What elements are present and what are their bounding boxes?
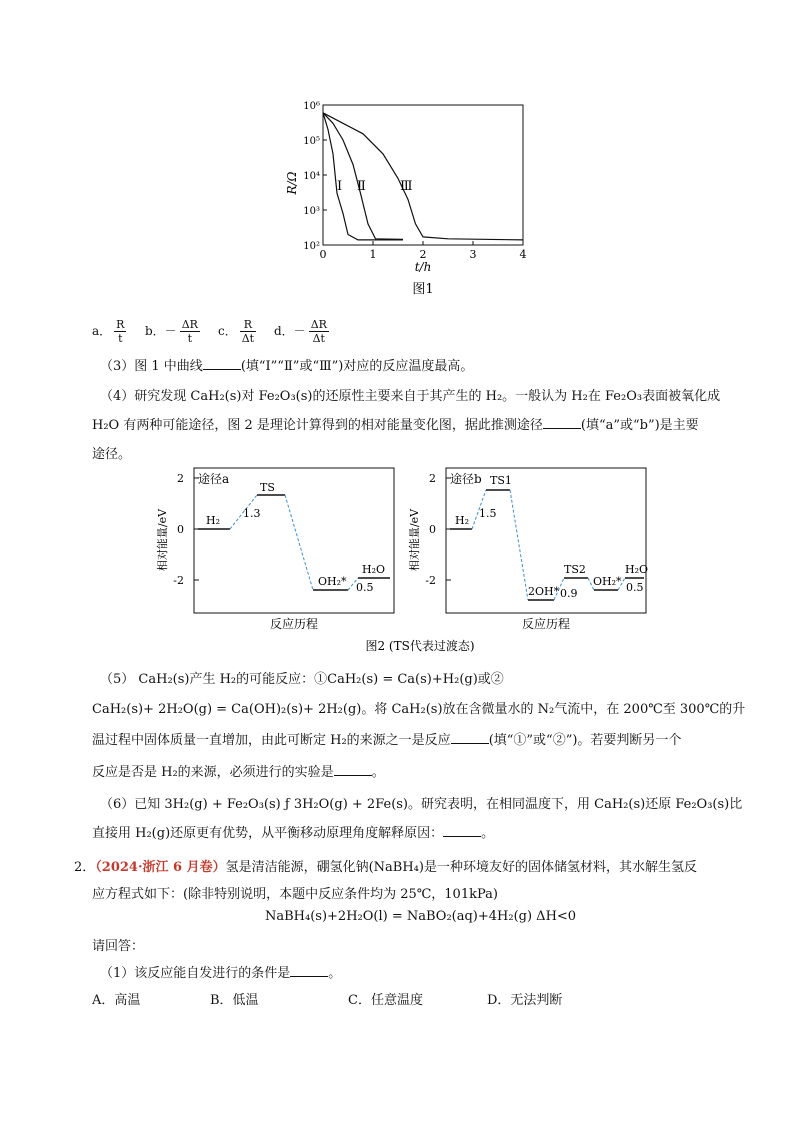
fig1-y-tick-label: 10³	[303, 206, 320, 217]
question-4-line-3: 途径。	[92, 447, 132, 462]
problem-2-line-2: 应方程式如下：(除非特别说明，本题中反应条件均为 25℃，101kPa)	[92, 887, 498, 902]
answer-blank[interactable]	[443, 824, 481, 837]
frac-den: Δt	[241, 332, 255, 345]
fig1-x-axis-label: t/h	[414, 260, 432, 274]
label-oh2-b: OH₂*	[593, 575, 622, 588]
value-h2o-a: 0.5	[356, 581, 374, 594]
choice-b[interactable]: B．低温	[210, 993, 259, 1008]
option-c	[218, 318, 259, 345]
q5-text-after-2: 。	[371, 765, 385, 780]
fig1-x-tick-label: 4	[519, 248, 527, 261]
label-2oh-b: 2OH*	[528, 585, 560, 598]
option-d	[274, 318, 332, 345]
choice-c[interactable]: C．任意温度	[348, 993, 423, 1008]
problem-2-ask: 请回答：	[92, 939, 145, 954]
fig1-y-axis-label: R/Ω	[285, 171, 299, 195]
option-b	[145, 318, 203, 345]
panel-b-ylabel: 相对能量/eV	[408, 508, 421, 572]
answer-blank[interactable]	[334, 763, 372, 776]
option-a	[92, 318, 129, 345]
question-6-line-2	[92, 822, 494, 841]
fig1-x-tick-label: 3	[469, 248, 477, 261]
panel-b-xlabel: 反应历程	[521, 617, 571, 631]
panel-a-tick-m2: -2	[173, 574, 184, 587]
label-h2-b: H₂	[455, 514, 470, 527]
fig1-curve-3	[323, 113, 523, 240]
panel-b-tick-m2: -2	[425, 574, 436, 587]
fig1-y-tick-label: 10⁶	[303, 101, 320, 112]
fig1-plot-frame	[323, 105, 523, 245]
panel-a-ylabel: 相对能量/eV	[156, 508, 169, 572]
panel-a-tick-2: 2	[177, 472, 184, 485]
problem-2-text-1: 氢是清洁能源，硼氢化钠(NaBH₄)是一种环境友好的固体储氢材料，其水解生氢反	[225, 860, 697, 875]
choice-a[interactable]: A．高温	[92, 993, 141, 1008]
answer-blank[interactable]	[203, 357, 241, 370]
fraction-r-over-t	[114, 318, 126, 345]
fraction-dr-over-dt	[309, 318, 329, 345]
label-ts2-b: TS2	[564, 563, 586, 576]
label-h2o-b: H₂O	[625, 563, 649, 576]
frac-num: ΔR	[310, 318, 327, 331]
fig1-curve-label-3: Ⅲ	[400, 179, 413, 194]
option-a-letter: a．	[92, 324, 112, 338]
figure-1	[280, 95, 540, 305]
value-ts1-b: 1.5	[479, 507, 497, 520]
fig1-y-tick-label: 10⁵	[303, 136, 320, 147]
fig1-y-tick-label: 10⁴	[303, 171, 320, 182]
panel-b-tick-2: 2	[429, 472, 436, 485]
question-5-line-4	[92, 761, 385, 780]
panel-a-tick-0: 0	[177, 523, 184, 536]
question-6-line-1: （6）已知 3H₂(g) + Fe₂O₃(s) ƒ 3H₂O(g) + 2Fe(s)。研究表明，在相同温度下，用 CaH₂(s)还原 Fe₂O₃(s)比	[100, 797, 743, 812]
frac-num: ΔR	[181, 318, 198, 331]
answer-blank[interactable]	[543, 416, 581, 429]
q3-text-after: (填“Ⅰ”“Ⅱ”或“Ⅲ”)对应的反应温度最高。	[240, 359, 474, 374]
panel-path-b	[407, 468, 648, 631]
fig1-curve-label-2: Ⅱ	[357, 179, 366, 194]
answer-blank[interactable]	[451, 731, 489, 744]
q6-text-before: 直接用 H₂(g)还原更有优势，从平衡移动原理角度解释原因：	[92, 826, 444, 841]
q6-text-after: 。	[481, 826, 495, 841]
sub1-text: （1）该反应能自发进行的条件是	[100, 966, 291, 981]
fraction-dr-over-t	[180, 318, 200, 345]
question-5-line-2: CaH₂(s)+ 2H₂O(g) = Ca(OH)₂(s)+ 2H₂(g)。将 CaH₂(s)放在含微量水的 N₂气流中，在 200℃至 300℃的升	[92, 702, 746, 717]
problem-2-equation: NaBH₄(s)+2H₂O(l) = NaBO₂(aq)+4H₂(g) ΔH<0	[265, 909, 577, 924]
answer-blank[interactable]	[290, 964, 328, 977]
q4-text-after: (填“a”或“b”)是主要	[580, 418, 699, 433]
fig1-x-tick-label: 2	[419, 248, 427, 261]
fraction-r-over-dt	[240, 318, 256, 345]
option-b-letter: b．－	[145, 324, 177, 338]
problem-2-sub-1	[100, 962, 341, 981]
question-4-line-2	[92, 414, 699, 433]
q4-text-before: H₂O 有两种可能途径，图 2 是理论计算得到的相对能量变化图，据此推测途径	[92, 418, 543, 433]
frac-den: t	[187, 332, 193, 345]
q5-text-before-2: 反应是否是 H₂的来源，必须进行的实验是	[92, 765, 334, 780]
label-h2o-a: H₂O	[362, 563, 386, 576]
value-ts-a: 1.3	[243, 507, 261, 520]
frac-den: Δt	[312, 332, 325, 345]
frac-num: R	[240, 318, 256, 332]
panel-a-xlabel: 反应历程	[269, 617, 319, 631]
fig1-x-tick-label: 1	[369, 248, 377, 261]
q5-text-before: 温过程中固体质量一直增加，由此可断定 H₂的来源之一是反应	[92, 733, 451, 748]
fig2-caption: 图2 (TS代表过渡态)	[365, 639, 475, 653]
frac-num: R	[116, 318, 125, 331]
fig1-x-tick-label: 0	[319, 248, 327, 261]
value-ts2-b: 0.9	[560, 587, 578, 600]
choice-d[interactable]: D．无法判断	[487, 993, 563, 1008]
label-ts-a: TS	[260, 481, 275, 494]
frac-den: t	[118, 332, 123, 345]
option-c-letter: c．	[218, 324, 237, 338]
q5-text-after: (填“①”或“②”)。若要判断另一个	[488, 733, 682, 748]
question-4-line-1: （4）研究发现 CaH₂(s)对 Fe₂O₃(s)的还原性主要来自于其产生的 H₂。一般认为 H₂在 Fe₂O₃表面被氧化成	[100, 389, 721, 404]
problem-2-line-1	[74, 856, 697, 875]
option-d-letter: d．－	[274, 324, 306, 338]
fig1-curve-1	[323, 113, 403, 240]
q3-text-before: （3）图 1 中曲线	[100, 359, 203, 374]
question-5-line-1: （5） CaH₂(s)产生 H₂的可能反应：①CaH₂(s) = Ca(s)+H₂(g)或②	[100, 672, 504, 687]
label-h2-a: H₂	[206, 514, 221, 527]
panel-a-title: 途径a	[198, 472, 230, 486]
problem-source: （2024·浙江 6 月卷）	[95, 860, 226, 875]
fig1-y-tick-label: 10²	[303, 241, 320, 252]
panel-b-title: 途径b	[450, 472, 482, 486]
value-h2o-b: 0.5	[626, 581, 644, 594]
label-ts1-b: TS1	[490, 474, 512, 487]
sub1-end: 。	[328, 966, 342, 981]
panel-path-a	[155, 468, 394, 631]
figure-2	[150, 462, 670, 662]
question-5-line-3	[92, 729, 681, 748]
problem-number: 2．	[74, 860, 96, 875]
label-oh2-a: OH₂*	[318, 575, 347, 588]
fig1-caption: 图1	[412, 282, 434, 297]
fig1-curve-label-1: Ⅰ	[337, 179, 343, 194]
panel-b-tick-0: 0	[429, 523, 436, 536]
question-3	[100, 355, 473, 374]
